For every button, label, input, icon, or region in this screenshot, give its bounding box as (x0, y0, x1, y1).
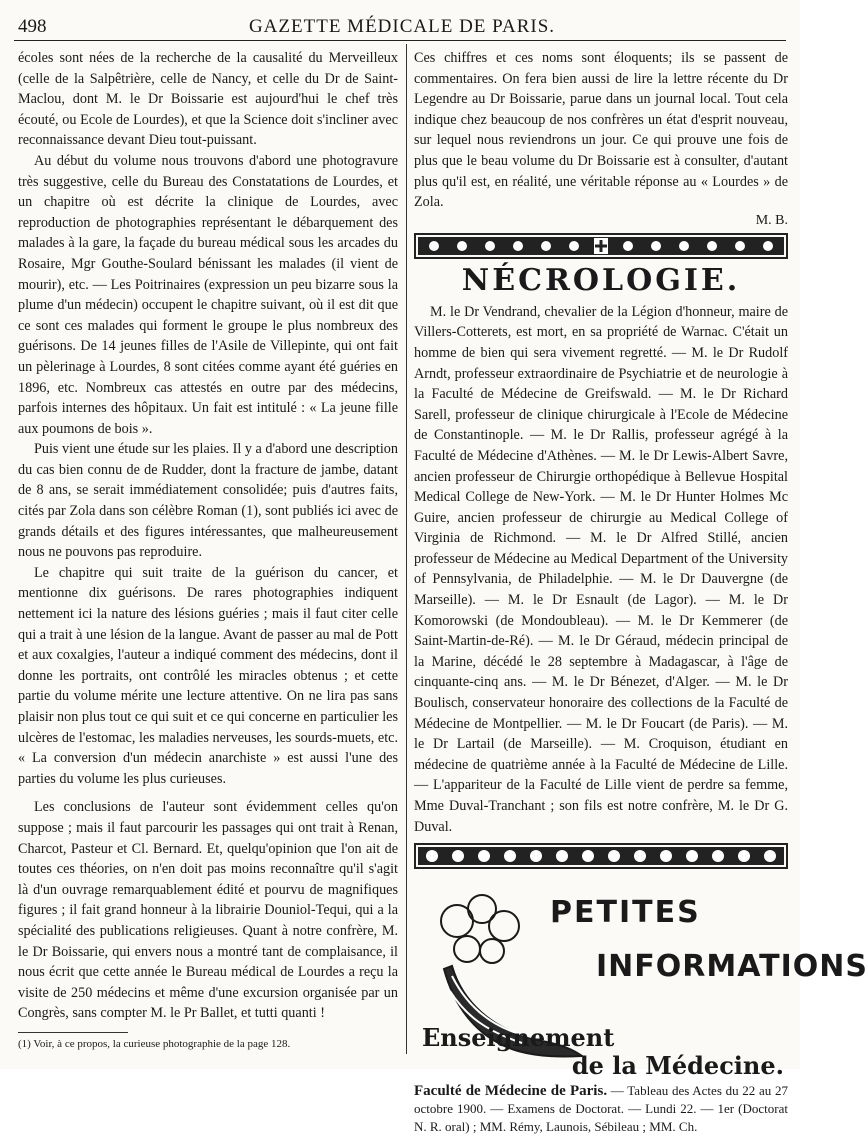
necrology-heading: NÉCROLOGIE. (461, 262, 741, 298)
left-paragraph-1: écoles sont nées de la recherche de la causalité du Merveilleux (celle de la Salpêtrière, celle de Nancy, et celle du Dr de Saint-Maclou, dont M. le Dr Boissarie est aujourd'hui le chef très écouté, ou Ecole de Lourdes), et que la Science doit s'incliner avec reconnaissance devant Dieu tout-puissant. (18, 50, 398, 149)
faculte-notice (414, 1082, 788, 1136)
column-divider (406, 44, 407, 1054)
petites-informations-banner (414, 875, 868, 1081)
necrology-text: M. le Dr Vendrand, chevalier de la Légion d'honneur, maire de Villers-Cotterets, est mort, en sa propriété de Warnac. C'était un homme de bien qui sera vivement regretté. — M. le Dr Rudolf Arndt, professeur extraordinaire de Psychiatrie et de neurologie à la Faculté de Médecine de Greifswald. — M. le Dr Richard Sarell, professeur de clinique chirurgicale à l'Ecole de Médecine de Constantinople. — M. le Dr Rallis, professeur agrégé à la Faculté de Médecine d'Athènes. — M. le Dr Lewis-Albert Savre, ancien professeur de Chirurgie orthopédique à Bellevue Hospital Medical College de New-York. — M. le Dr Hunter Holmes Mc Guire, ancien professeur de chirurgie au Medical College of Virginia de Richmond. — M. le Dr Alfred Stillé, ancien professeur de Médecine au Medical Department of the University of Pennsylvania, de Philadelphie. — M. le Dr Dauvergne (de Marseille). — M. le Dr Esnault (de Lagor). — M. le Dr Komorowski (de Mondoubleau). — M. le Dr Kemmerer (de Saint-Martin-de-Ré). — M. le Dr Géraud, médecin principal de la Marine, décédé le 28 septembre à Madagascar, à l'âge de cinquante-cinq ans. — M. le Dr Bénezet, d'Alger. — M. le Dr Boulisch, conservateur honoraire des collections de la Faculté de Médecine de Montpellier. — M. le Dr Foucart (de Paris). — M. le Dr Lartail (de Marseille). — M. Croquison, étudiant en médecine de quatrième année à la Faculté de Médecine de Lille. — L'appariteur de la Faculté de Lille vient de perdre sa femme, Mme Duval-Tranchant ; son fils est notre confrère, M. le Dr G. Duval. (414, 303, 788, 835)
page-number: 498 (18, 16, 47, 37)
right-paragraph-1: Ces chiffres et ces noms sont éloquents; ils se passent de commentaires. On fera bien aussi de lire la lettre récente du Dr Legendre au Dr Boissarie, parue dans un journal local. Tout cela indique chez beaucoup de nos confrères un état d'esprit nouveau, sur lequel nous reviendrons un jour. Ce qui prouve une fois de plus que le beau volume du Dr Boissarie est à consulter, d'autant plus qu'il est, en réalité, une véritable réponse au « Lourdes » de Zola. (414, 50, 788, 211)
left-paragraph-4: Le chapitre qui suit traite de la guérison du cancer, et mentionne dix guérisons. De rares photographies indiquent nettement ici la nature des lésions guéries ; mais il faut citer celle qui a trait à une lésion de la langue. Avant de passer au mal de Pott et aux coxalgies, l'auteur a indiqué comment des médecins, dont il donne les portraits, ont contrôlé les miracles obtenus ; et cette partie du volume mérite une lecture attentive. On ne lira pas sans plaisir non plus tout ce qui suit et ce qui concerne en particulier les ulcères de l'estomac, les maladies nerveuses, les sourds-muets, etc. « La conversion d'un médecin anarchiste » est aussi l'une des parties du volume les plus curieuses. (18, 564, 398, 787)
footnote-rule (18, 1032, 128, 1033)
medecine-heading: de la Médecine. (571, 1051, 784, 1081)
petites-heading: PETITES (550, 895, 701, 931)
faculte-text: — Tableau des Actes du 22 au 27 octobre 1900. — Examens de Doctorat. — Lundi 22. — 1er (Doctorat N. R. oral) ; MM. Rémy, Launois, Sébileau ; MM. Ch. (414, 1083, 789, 1135)
page-header (18, 14, 786, 40)
enseignement-heading: Enseignement (422, 1023, 615, 1053)
footnote: (1) Voir, à ce propos, la curieuse photographie de la page 128. (18, 1037, 291, 1050)
left-column (18, 48, 398, 1051)
journal-title: GAZETTE MÉDICALE DE PARIS. (248, 16, 556, 37)
left-paragraph-5: Les conclusions de l'auteur sont évidemment celles qu'on suppose ; mais il faut parcourir les passages qui ont trait à Renan, Charcot, Pasteur et Cl. Bernard. Et, quelqu'opinion que l'on ait de toutes ces théories, on n'en doit pas moins reconnaître qu'il s'agit là d'un ouvrage remarquablement édité et pourvu de magnifiques figures ; il fait grand honneur à la librairie Douniol-Tequi, qui a la spécialité des publications religieuses. Quant à notre confrère, M. le Dr Boissarie, qui envers nous a montré tant de complaisance, il nous écrit que cette année le Bureau médical de Lourdes a reçu la visite de 250 médecins et même d'une excursion organisée par un Congrès, sans compter M. le Pr Ballet, et tutti quanti ! (18, 799, 398, 1022)
right-column (414, 48, 868, 1136)
faculte-title: Faculté de Médecine de Paris. (414, 1083, 608, 1100)
left-paragraph-2: Au début du volume nous trouvons d'abord une photogravure très suggestive, celle du Bureau des Constatations de Lourdes, et un chapitre où est décrite la clinique de Lourdes, avec reproduction de photographies représentant le débarquement des malades à la gare, la façade du bureau médical sous les arcades du Rosaire, Mgr Gouthe-Soulard bénissant les malades (il vient de mourir), etc. — Les Poitrinaires (expression un peu bizarre sous la plume d'un médecin) occupent le chapitre suivant, où il est dit que ce sont ces malades qui forment le groupe le plus nombreux des guérisons. De 14 jeunes filles de l'Asile de Villepinte, qui ont fait un pèlerinage à Lourdes, 8 sont citées comme ayant été guéries en 1896, etc. Nombreux cas attestés en outre par des médecins, parfois internes des hôpitaux. Un fait est intitulé : « La jeune fille aux poumons de bois ». (18, 152, 398, 437)
informations-heading: INFORMATIONS (596, 949, 868, 985)
ornamental-border-bottom (414, 843, 788, 869)
ornamental-border-top (414, 233, 788, 259)
left-paragraph-3: Puis vient une étude sur les plaies. Il y a d'abord une description du cas bien connu de de Rudder, dont la fracture de jambe, datant de 8 ans, se serait immédiatement consolidée; puis d'autres faits, cités par Zola dans son célèbre Roman (1), sont publiés ici avec de grands détails et des figures intéressantes, que malheureusement nous ne pouvons pas reproduire. (18, 441, 398, 561)
header-rule (14, 40, 786, 41)
signature: M. B. (755, 212, 788, 228)
